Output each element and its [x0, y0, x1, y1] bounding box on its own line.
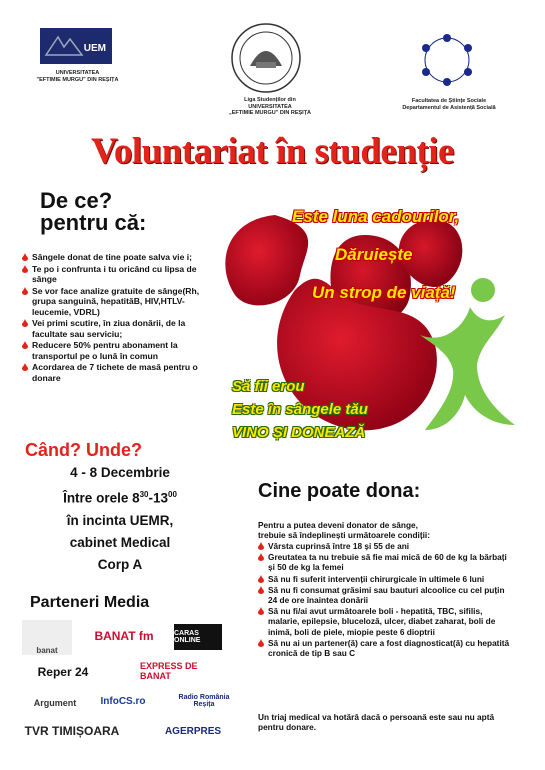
faculty-caption: Facultatea de Științe Sociale Departamentul de Asistență Socială	[402, 98, 496, 111]
slogan-line-2: Dăruiește	[335, 245, 413, 264]
uem-emblem-icon	[44, 31, 84, 61]
logo-agerpres: AGERPRES	[164, 725, 222, 737]
when-info	[20, 462, 220, 576]
list-item: Să nu fi/ai avut următoarele boli - hepatită, TBC, sifilis, malarie, epilepsie, bluceloză, ulcer, diabet zaharat, boli de inimă, boli de piele, miopie peste 6 dioptrii	[258, 606, 516, 637]
list-item: Greutatea ta nu trebuie să fie mai mică de 60 de kg la bărbați și 50 de kg la femei	[258, 552, 516, 572]
when-place-3: Corp A	[97, 556, 143, 572]
who-intro: Pentru a putea deveni donator de sânge, trebuie să îndeplinești următoarele condiții:	[258, 520, 430, 541]
blood-drop-icon	[22, 319, 28, 327]
blood-drops-illustration	[215, 195, 515, 485]
blood-drop-icon	[22, 265, 28, 273]
why-heading-1: De ce?	[40, 188, 113, 213]
uem-logo-text: UEM	[83, 43, 106, 54]
blood-drop-icon	[258, 575, 264, 583]
logo-radio-romania-resita: Radio România Reșița	[178, 694, 230, 708]
list-item: Sângele donat de tine poate salva vie i;	[22, 252, 204, 263]
when-place-1: în incinta UEMR,	[66, 512, 174, 528]
partners-heading: Parteneri Media	[30, 594, 150, 611]
why-heading	[40, 190, 146, 234]
logo-banat-tv: banat	[22, 620, 72, 655]
who-list	[258, 541, 516, 659]
liga-seal-icon	[228, 22, 304, 94]
why-heading-2: pentru că:	[40, 210, 147, 235]
uem-caption: UNIVERSITATEA "EFTIMIE MURGU" DIN REȘIȚA	[36, 70, 119, 83]
list-item: Se vor face analize gratuite de sânge(Rh, grupa sanguină, hepatităB, HIV,HTLV-leucemie, VDRL)	[22, 286, 204, 318]
list-item: Să nu fi suferit intervenții chirurgicale în ultimele 6 luni	[258, 574, 516, 584]
liga-caption: Liga Studenților din UNIVERSITATEA „EFTIMIE MURGU" DIN REȘIȚA	[228, 97, 312, 117]
faculty-logo-icon	[416, 30, 478, 90]
when-place-2: cabinet Medical	[69, 534, 171, 550]
blood-drop-icon	[258, 542, 264, 550]
slogan-line-4: Să fii erou	[232, 378, 305, 395]
logo-infocs: InfoCS.ro	[100, 695, 146, 707]
logo-argument: Argument	[33, 698, 77, 708]
logo-banat-fm: BANAT fm	[94, 629, 154, 643]
slogan-line-1: Este luna cadourilor,	[292, 207, 460, 226]
blood-drop-icon	[22, 363, 28, 371]
list-item: Te po i confrunta i tu oricând cu lipsa de sânge	[22, 264, 204, 285]
uem-logo	[40, 28, 112, 64]
list-item: Vârsta cuprinsă între 18 și 55 de ani	[258, 541, 516, 551]
when-heading: Când? Unde?	[25, 440, 142, 460]
page-title: Voluntariat în studenție	[91, 131, 454, 172]
blood-drop-icon	[22, 287, 28, 295]
blood-drop-icon	[22, 253, 28, 261]
list-item: Să nu ai un partener(ă) care a fost diagnosticat(ă) cu hepatită cronică de tip B sau C	[258, 638, 516, 658]
when-dates: 4 - 8 Decembrie	[70, 465, 170, 480]
logo-reper24: Reper 24	[37, 665, 89, 679]
blood-drop-icon	[258, 586, 264, 594]
blood-drop-icon	[258, 553, 264, 561]
list-item: Să nu fi consumat grăsimi sau bauturi alcoolice cu cel puțin 24 de ore înaintea donării	[258, 585, 516, 605]
slogan-line-6: VINO ȘI DONEAZĂ	[232, 424, 366, 441]
list-item: Reducere 50% pentru abonament la transportul pe o lună în comun	[22, 340, 204, 361]
list-item: Acordarea de 7 tichete de masă pentru o donare	[22, 362, 204, 383]
logo-tvr-timisoara: TVR TIMIȘOARA	[24, 724, 120, 738]
who-outro: Un triaj medical va hotărâ dacă o persoană este sau nu aptă pentru donare.	[258, 712, 495, 733]
blood-drop-icon	[258, 607, 264, 615]
blood-drop-icon	[258, 639, 264, 647]
why-list	[22, 252, 204, 384]
blood-drop-icon	[22, 341, 28, 349]
who-heading: Cine poate dona:	[258, 480, 421, 502]
slogan-line-3: Un strop de viață!	[312, 283, 456, 302]
logo-express-de-banat: EXPRESS DE BANAT	[140, 661, 198, 681]
when-hours: Între orele $8^{30}-13^{00}$	[63, 490, 177, 506]
logo-caras-online: CARAS ONLINE	[174, 624, 222, 650]
slogan-line-5: Este în sângele tău	[232, 401, 368, 418]
list-item: Vei primi scutire, în ziua donării, de la facultate sau serviciu;	[22, 318, 204, 339]
